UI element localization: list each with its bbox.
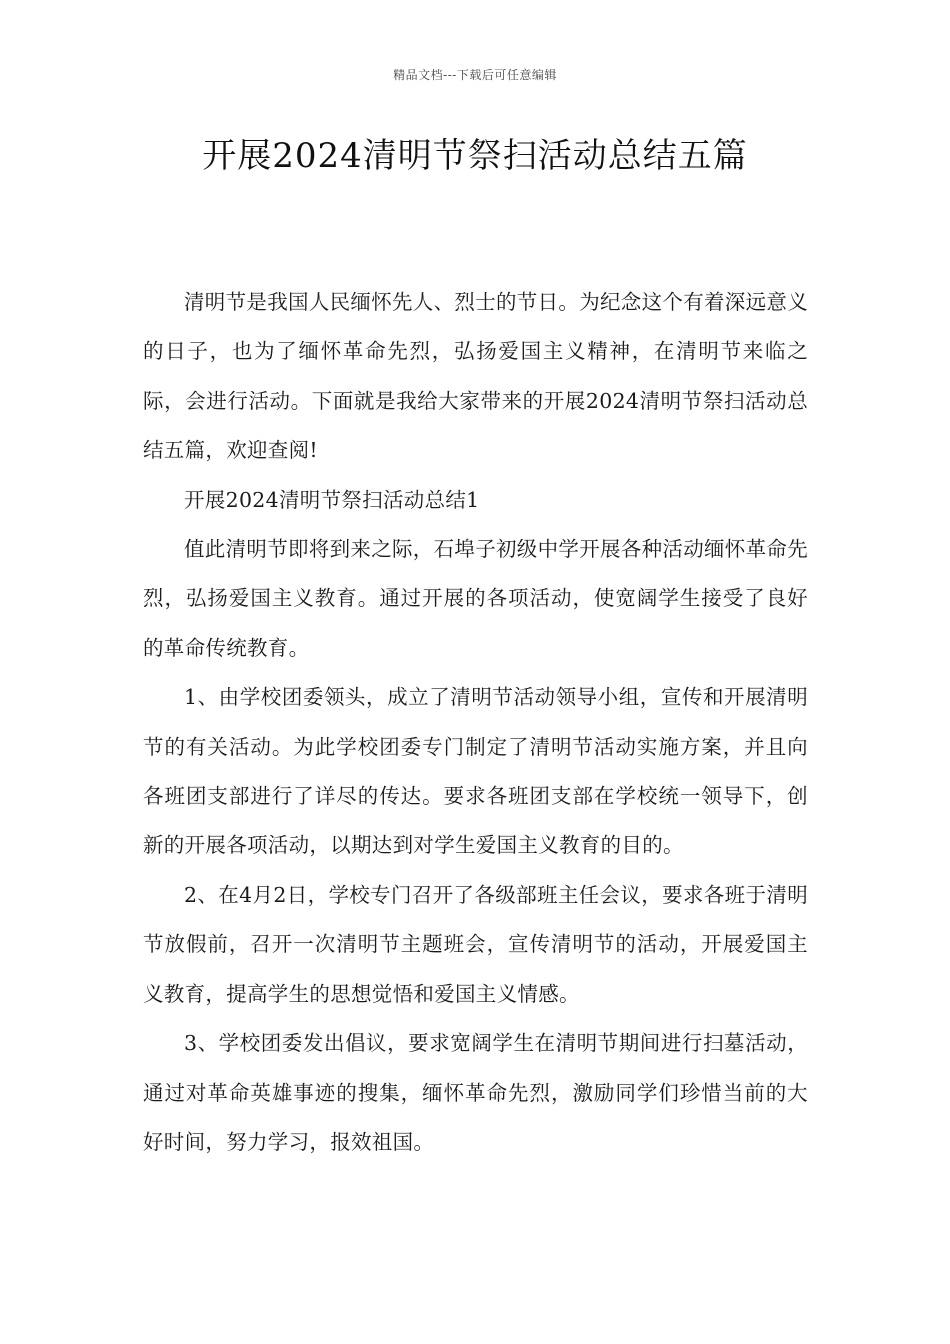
header-note: 精品文档---下载后可任意编辑 (393, 68, 557, 82)
intro-paragraph: 清明节是我国人民缅怀先人、烈士的节日。为纪念这个有着深远意义的日子，也为了缅怀革命先烈，弘扬爱国主义精神，在清明节来临之际，会进行活动。下面就是我给大家带来的开展2024清明节祭扫活动总结五篇，欢迎查阅! (143, 290, 808, 463)
document-title: 开展2024清明节祭扫活动总结五篇 (202, 136, 748, 176)
body-paragraph: 2、在4月2日，学校专门召开了各级部班主任会议，要求各班于清明节放假前，召开一次清明节主题班会，宣传清明节的活动，开展爱国主义教育，提高学生的思想觉悟和爱国主义情感。 (143, 882, 808, 1006)
body-paragraph: 值此清明节即将到来之际，石埠子初级中学开展各种活动缅怀革命先烈，弘扬爱国主义教育。通过开展的各项活动，使宽阔学生接受了良好的革命传统教育。 (143, 537, 808, 660)
document-body (143, 278, 808, 1167)
body-paragraph: 3、学校团委发出倡议，要求宽阔学生在清明节期间进行扫墓活动，通过对革命英雄事迹的搜集，缅怀革命先烈，激励同学们珍惜当前的大好时间，努力学习，报效祖国。 (143, 1031, 808, 1154)
body-paragraph: 1、由学校团委领头，成立了清明节活动领导小组，宣传和开展清明节的有关活动。为此学校团委专门制定了清明节活动实施方案，并且向各班团支部进行了详尽的传达。要求各班团支部在学校统一领导下，创新的开展各项活动，以期达到对学生爱国主义教育的目的。 (143, 685, 808, 858)
section-heading: 开展2024清明节祭扫活动总结1 (184, 487, 480, 512)
